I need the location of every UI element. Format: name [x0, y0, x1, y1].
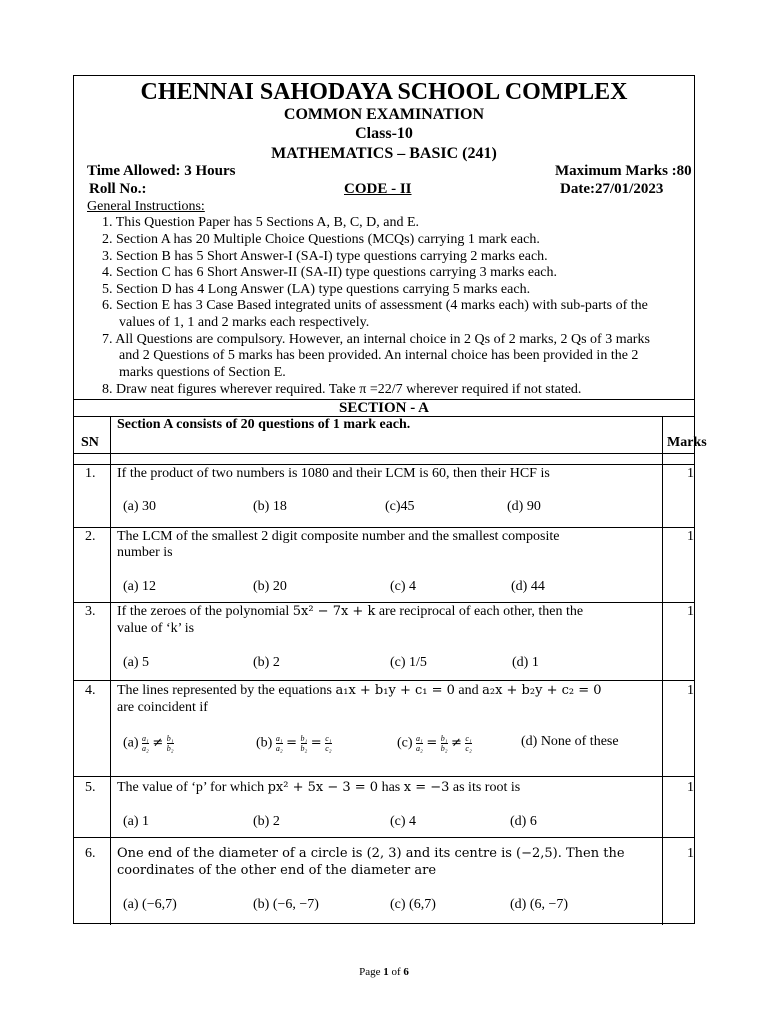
- question-text: One end of the diameter of a circle is (2, 3) and its centre is (−2,5). Then the: [117, 846, 625, 861]
- section-title: SECTION - A: [338, 400, 430, 416]
- instruction-item: and 2 Questions of 5 marks has been provided. An internal choice has been provided in the 2: [119, 348, 639, 363]
- question-number: 3.: [85, 604, 96, 619]
- question-text-part: has: [381, 780, 401, 795]
- question-text: The LCM of the smallest 2 digit composite number and the smallest composite: [117, 529, 560, 544]
- option-b: (b) 20: [253, 579, 287, 594]
- fraction: [142, 734, 149, 753]
- option-a: [123, 734, 174, 753]
- fraction-numerator: c₁: [465, 734, 472, 743]
- option-d: (d) 6: [510, 814, 537, 829]
- instruction-item: values of 1, 1 and 2 marks each respectively.: [119, 315, 370, 330]
- question-marks: 1: [687, 466, 694, 481]
- option-a: (a) 5: [123, 655, 150, 670]
- question-marks: 1: [687, 683, 694, 698]
- option-b: [256, 734, 332, 753]
- fraction-numerator: c₁: [325, 734, 332, 743]
- fraction-denominator: c₂: [465, 744, 472, 753]
- fraction: [465, 734, 471, 753]
- instruction-item: 3. Section B has 5 Short Answer-I (SA-I) type questions carrying 2 marks each.: [102, 249, 548, 264]
- question-text: are coincident if: [117, 700, 208, 715]
- option-a: (a) (−6,7): [123, 897, 177, 912]
- instruction-item: marks questions of Section E.: [119, 365, 286, 380]
- polynomial-expression: 5x² − 7x + k: [292, 604, 376, 619]
- question-number: 2.: [85, 529, 96, 544]
- instruction-item: 4. Section C has 6 Short Answer-II (SA-II) type questions carrying 3 marks each.: [102, 265, 558, 280]
- fraction-denominator: b₂: [166, 744, 174, 753]
- option-a: (a) 12: [123, 579, 157, 594]
- option-c: [397, 734, 472, 753]
- option-b: (b) (−6, −7): [253, 897, 319, 912]
- question-text: [117, 683, 602, 699]
- fraction-numerator: a₁: [275, 734, 283, 743]
- fraction-denominator: c₂: [325, 744, 332, 753]
- divider: [74, 464, 694, 465]
- fraction-denominator: a₂: [416, 744, 423, 753]
- question-number: 6.: [85, 846, 96, 861]
- question-text: number is: [117, 545, 173, 560]
- option-label: (c): [397, 735, 413, 751]
- question-text: [117, 780, 520, 796]
- fraction-numerator: a₁: [142, 734, 149, 743]
- option-d: (d) (6, −7): [510, 897, 569, 912]
- option-c: (c)45: [385, 499, 415, 514]
- fraction-numerator: a₁: [416, 734, 423, 743]
- quadratic-equation: px² + 5x − 3 = 0: [267, 780, 379, 795]
- fraction: [167, 734, 174, 753]
- instruction-item: 7. All Questions are compulsory. However, an internal choice in 2 Qs of 2 marks, 2 Qs of 3 marks: [102, 332, 650, 347]
- question-text-part: as its root is: [452, 780, 521, 795]
- option-b: (b) 2: [253, 814, 280, 829]
- question-text-part: The value of ‘p’ for which: [117, 780, 265, 795]
- page-footer: [0, 966, 768, 978]
- option-d: (d) 1: [512, 655, 539, 670]
- not-equal-sign: ≠: [152, 735, 164, 751]
- question-text: value of ‘k’ is: [117, 621, 195, 636]
- fraction-numerator: b₁: [166, 734, 174, 743]
- equal-sign: =: [310, 735, 322, 751]
- column-header-marks: Marks: [667, 435, 707, 450]
- question-text-part: The lines represented by the equations: [117, 683, 332, 698]
- option-c: (c) 4: [390, 814, 417, 829]
- fraction-denominator: a₂: [275, 744, 283, 753]
- instruction-item: 5. Section D has 4 Long Answer (LA) type questions carrying 5 marks each.: [102, 282, 531, 297]
- option-a: (a) 1: [123, 814, 150, 829]
- option-label: (b): [256, 735, 273, 751]
- instruction-item: 2. Section A has 20 Multiple Choice Questions (MCQs) carrying 1 mark each.: [102, 232, 540, 247]
- equal-sign: =: [426, 735, 438, 751]
- option-c: (c) 1/5: [390, 655, 427, 670]
- fraction: [441, 734, 448, 753]
- option-b: (b) 2: [253, 655, 280, 670]
- question-number: 5.: [85, 780, 96, 795]
- divider: [74, 602, 694, 603]
- question-text-part: If the zeroes of the polynomial: [117, 604, 290, 619]
- question-text-part: and: [458, 683, 479, 698]
- question-number: 4.: [85, 683, 96, 698]
- roll-number: Roll No.:: [89, 181, 147, 197]
- fraction: [325, 734, 331, 753]
- question-marks: 1: [687, 529, 694, 544]
- school-name: CHENNAI SAHODAYA SCHOOL COMPLEX: [140, 79, 628, 105]
- instruction-item: 8. Draw neat figures wherever required. Take π =22/7 wherever required if not stated.: [102, 382, 582, 397]
- option-d: (d) 90: [507, 499, 541, 514]
- divider: [74, 453, 694, 454]
- paper-code: CODE - II: [344, 181, 412, 197]
- time-allowed: Time Allowed: 3 Hours: [87, 163, 236, 179]
- question-marks: 1: [687, 846, 694, 861]
- question-number: 1.: [85, 466, 96, 481]
- question-text: [117, 604, 583, 620]
- fraction-denominator: a₂: [142, 744, 149, 753]
- current-page: 1: [383, 966, 389, 978]
- question-text-part: are reciprocal of each other, then the: [378, 604, 584, 619]
- footer-text: Page: [359, 966, 384, 978]
- option-label: (a): [123, 735, 139, 751]
- divider: [74, 776, 694, 777]
- not-equal-sign: ≠: [451, 735, 462, 751]
- option-c: (c) (6,7): [390, 897, 436, 912]
- exam-date: Date:27/01/2023: [560, 181, 664, 197]
- section-description: Section A consists of 20 questions of 1 mark each.: [117, 417, 411, 432]
- total-pages: 6: [403, 966, 409, 978]
- subject-label: MATHEMATICS – BASIC (241): [271, 145, 497, 162]
- question-paper-sheet: [73, 75, 707, 924]
- option-d: (d) None of these: [521, 734, 619, 749]
- fraction: [301, 734, 308, 753]
- question-marks: 1: [687, 604, 694, 619]
- footer-text: of: [388, 966, 404, 978]
- instructions-heading: General Instructions:: [87, 199, 205, 214]
- fraction: [276, 734, 283, 753]
- instruction-item: 6. Section E has 3 Case Based integrated units of assessment (4 marks each) with sub-parts of the: [102, 298, 648, 313]
- root-value: x = −3: [403, 780, 450, 795]
- fraction-denominator: b₂: [300, 744, 308, 753]
- divider: [74, 680, 694, 681]
- divider: [74, 527, 694, 528]
- column-header-sn: SN: [81, 435, 99, 450]
- option-c: (c) 4: [390, 579, 417, 594]
- equation-2: a₂x + b₂y + c₂ = 0: [482, 683, 602, 698]
- column-divider: [662, 416, 663, 925]
- option-d: (d) 44: [511, 579, 545, 594]
- column-divider: [110, 416, 111, 925]
- instruction-item: 1. This Question Paper has 5 Sections A, B, C, D, and E.: [102, 215, 420, 230]
- equal-sign: =: [286, 735, 298, 751]
- class-label: Class-10: [355, 125, 413, 142]
- question-marks: 1: [687, 780, 694, 795]
- divider: [74, 837, 694, 838]
- fraction-numerator: b₁: [440, 734, 448, 743]
- option-a: (a) 30: [123, 499, 157, 514]
- question-text: coordinates of the other end of the diameter are: [117, 863, 437, 878]
- fraction: [416, 734, 423, 753]
- equation-1: a₁x + b₁y + c₁ = 0: [335, 683, 455, 698]
- maximum-marks: Maximum Marks :80: [555, 163, 692, 179]
- fraction-numerator: b₁: [300, 734, 308, 743]
- exam-name: COMMON EXAMINATION: [283, 106, 485, 123]
- question-text: If the product of two numbers is 1080 and their LCM is 60, then their HCF is: [117, 466, 550, 481]
- fraction-denominator: b₂: [440, 744, 448, 753]
- option-b: (b) 18: [253, 499, 287, 514]
